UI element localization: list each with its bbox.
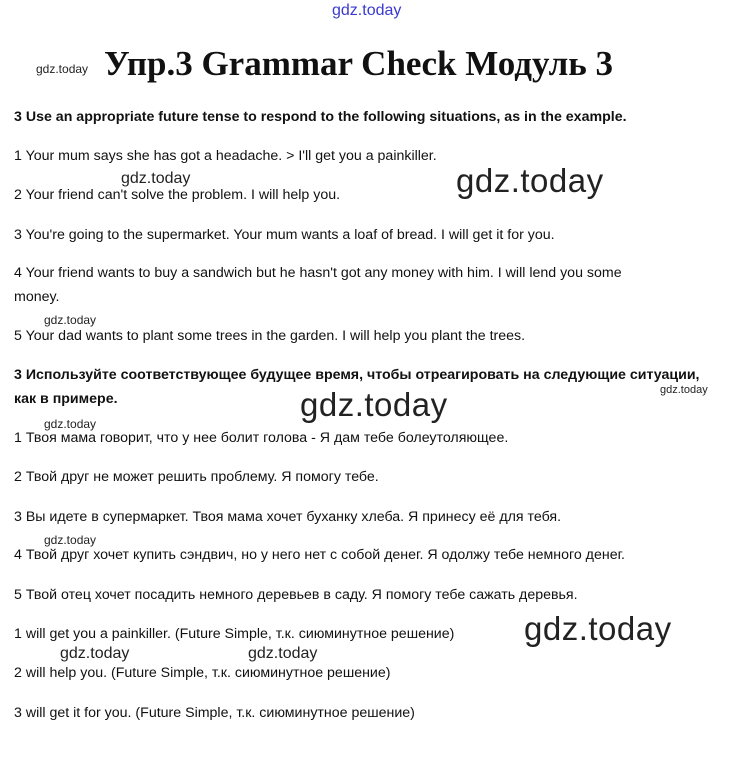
watermark-bottom-mid: gdz.today bbox=[248, 645, 318, 662]
watermark-large-2: gdz.today bbox=[300, 386, 448, 423]
watermark-left-2: gdz.today bbox=[44, 313, 97, 327]
task-heading-ru-cont: как в примере. bbox=[14, 391, 118, 407]
watermark-top[interactable]: gdz.today bbox=[332, 2, 402, 19]
situation-3-ru: 3 Вы идете в супермаркет. Твоя мама хочет буханку хлеба. Я принесу её для тебя. bbox=[14, 509, 562, 525]
situation-5-en: 5 Your dad wants to plant some trees in the garden. I will help you plant the trees. bbox=[14, 328, 526, 344]
situation-1-ru: 1 Твоя мама говорит, что у нее болит голова - Я дам тебе болеутоляющее. bbox=[14, 430, 509, 446]
watermark-large: gdz.today bbox=[456, 162, 604, 199]
situation-4-ru: 4 Твой друг хочет купить сэндвич, но у него нет с собой денег. Я одолжу тебе немного денег. bbox=[14, 547, 625, 563]
situation-5-ru: 5 Твой отец хочет посадить немного деревьев в саду. Я помогу тебе сажать деревья. bbox=[14, 587, 578, 603]
watermark-large-3: gdz.today bbox=[524, 610, 672, 647]
watermark-mid: gdz.today bbox=[121, 170, 191, 187]
watermark-bottom-left: gdz.today bbox=[60, 645, 130, 662]
answer-3: 3 will get it for you. (Future Simple, т.к. сиюминутное решение) bbox=[14, 705, 415, 721]
situation-4-en-cont: money. bbox=[14, 289, 60, 305]
situation-2-ru: 2 Твой друг не может решить проблему. Я помогу тебе. bbox=[14, 469, 379, 485]
answer-2: 2 will help you. (Future Simple, т.к. сиюминутное решение) bbox=[14, 665, 391, 681]
task-heading-en: 3 Use an appropriate future tense to respond to the following situations, as in the example. bbox=[14, 109, 627, 125]
watermark-left-4: gdz.today bbox=[44, 533, 97, 547]
situation-2-en: 2 Your friend can't solve the problem. I will help you. bbox=[14, 187, 341, 203]
situation-4-en: 4 Your friend wants to buy a sandwich but he hasn't got any money with him. I will lend you some bbox=[14, 265, 622, 281]
page-title: Упр.3 Grammar Check Модуль 3 bbox=[104, 44, 613, 83]
watermark-right: gdz.today bbox=[660, 384, 708, 396]
situation-1-en: 1 Your mum says she has got a headache. > I'll get you a painkiller. bbox=[14, 148, 437, 164]
task-heading-ru: 3 Используйте соответствующее будущее время, чтобы отреагировать на следующие ситуации, bbox=[14, 367, 700, 383]
answer-1: 1 will get you a painkiller. (Future Simple, т.к. сиюминутное решение) bbox=[14, 626, 455, 642]
situation-3-en: 3 You're going to the supermarket. Your mum wants a loaf of bread. I will get it for you. bbox=[14, 227, 555, 243]
watermark-left: gdz.today bbox=[36, 62, 89, 76]
watermark-left-3: gdz.today bbox=[44, 417, 97, 431]
